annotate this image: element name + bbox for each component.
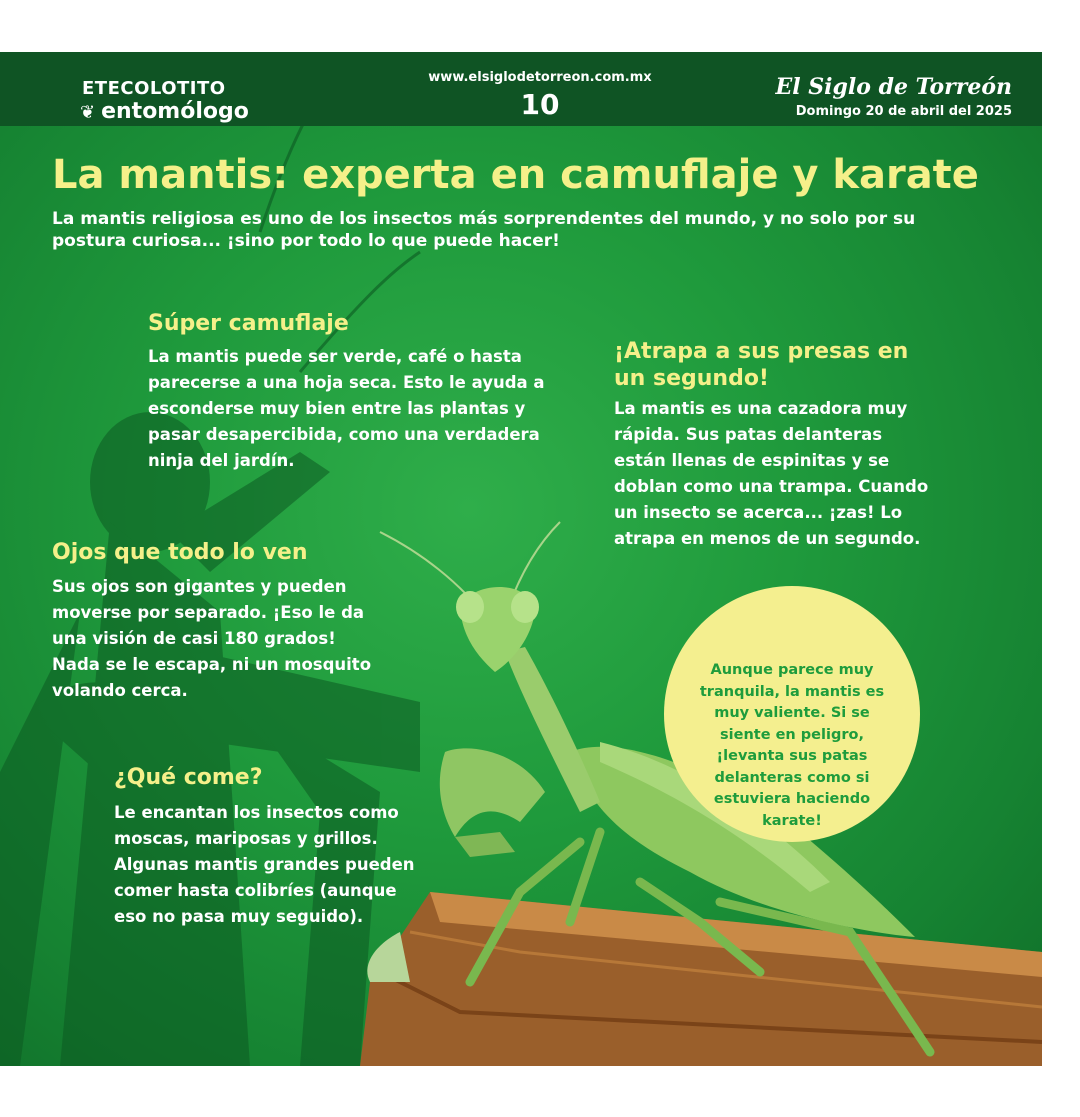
butterfly-icon: ❦ [80,102,96,123]
page-header [0,52,1042,126]
section-title-camuflaje: Súper camuflaje [148,311,349,336]
callout-text: Aunque parece muy tranquila, la mantis es muy valiente. Si se siente en peligro, ¡levanta sus patas delanteras como si estuviera haciendo karate! [699,662,885,829]
brand-top: ETECOLOTITO [82,78,226,99]
issue-date: Domingo 20 de abril del 2025 [795,104,1012,119]
section-body-atrapa: La mantis es una cazadora muy rápida. Sus patas delanteras están llenas de espinitas y se doblan como una trampa. Cuando un insecto se acerca... ¡zas! Lo atrapa en menos de un segundo. [614,399,929,548]
section-title-ojos: Ojos que todo lo ven [52,540,308,565]
page-number: 10 [520,88,560,121]
karate-callout-circle [664,586,920,842]
magazine-page [0,52,1042,1066]
section-title-atrapa: ¡Atrapa a sus presas en un segundo! [614,339,909,391]
brand-bottom-label: entomólogo [101,99,249,124]
site-url: www.elsiglodetorreon.com.mx [428,70,652,85]
article-intro: La mantis religiosa es uno de los insectos más sorprendentes del mundo, y no solo por su postura curiosa... ¡sino por todo lo que puede hacer! [52,209,916,251]
section-body-come: Le encantan los insectos como moscas, mariposas y grillos. Algunas mantis grandes pueden comer hasta colibríes (aunque eso no pasa muy seguido). [114,803,415,926]
newspaper-name: El Siglo de Torreón [775,74,1012,100]
section-body-ojos: Sus ojos son gigantes y pueden moverse por separado. ¡Eso le da una visión de casi 180 grados! Nada se le escapa, ni un mosquito volando cerca. [52,577,372,700]
section-title-come: ¿Qué come? [114,765,263,790]
article-title: La mantis: experta en camuflaje y karate [52,152,979,198]
section-body-camuflaje: La mantis puede ser verde, café o hasta parecerse a una hoja seca. Esto le ayuda a esconderse muy bien entre las plantas y pasar desapercibida, como una verdadera ninja del jardín. [148,347,545,470]
